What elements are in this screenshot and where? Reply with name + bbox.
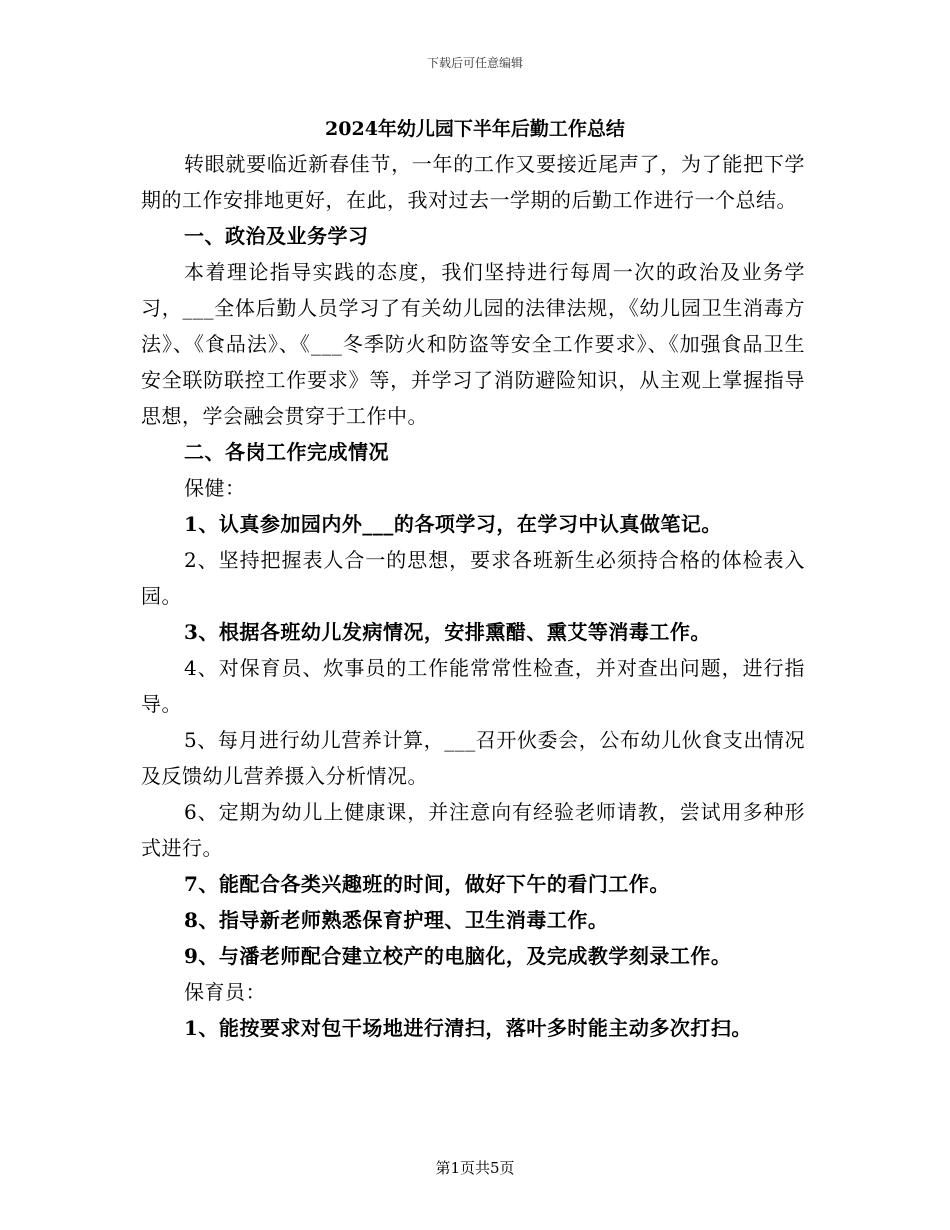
list-item: 1、能按要求对包干场地进行清扫，落叶多时能主动多次打扫。 bbox=[184, 1016, 752, 1040]
subsection-label: 保育员： bbox=[184, 980, 266, 1004]
page-header-note: 下载后可任意编辑 bbox=[426, 56, 523, 70]
list-item: 8、指导新老师熟悉保育护理、卫生消毒工作。 bbox=[184, 908, 609, 932]
list-item: 7、能配合各类兴趣班的时间，做好下午的看门工作。 bbox=[184, 872, 670, 896]
list-item: 6、定期为幼儿上健康课，并注意向有经验老师请教，尝试用多种形式进行。 bbox=[141, 800, 805, 860]
list-item: 2、坚持把握表人合一的思想，要求各班新生必须持合格的体检表入园。 bbox=[141, 548, 805, 608]
list-item: 4、对保育员、炊事员的工作能常常性检查，并对查出问题，进行指导。 bbox=[141, 656, 805, 716]
list-item: 1、认真参加园内外___的各项学习，在学习中认真做笔记。 bbox=[184, 512, 722, 536]
section-heading: 一、政治及业务学习 bbox=[184, 224, 369, 248]
list-item: 5、每月进行幼儿营养计算，___召开伙委会，公布幼儿伙食支出情况及反馈幼儿营养摄入分析情况。 bbox=[141, 728, 805, 788]
list-item: 3、根据各班幼儿发病情况，安排熏醋、熏艾等消毒工作。 bbox=[184, 620, 711, 644]
document-title: 2024年幼儿园下半年后勤工作总结 bbox=[325, 118, 625, 140]
section-heading: 二、各岗工作完成情况 bbox=[184, 440, 389, 464]
list-item: 9、与潘老师配合建立校产的电脑化，及完成教学刻录工作。 bbox=[184, 944, 732, 968]
subsection-label: 保健： bbox=[184, 476, 246, 500]
paragraph: 转眼就要临近新春佳节，一年的工作又要接近尾声了，为了能把下学期的工作安排地更好，在此，我对过去一学期的后勤工作进行一个总结。 bbox=[141, 152, 805, 212]
document-body bbox=[141, 146, 805, 1046]
paragraph: 本着理论指导实践的态度，我们坚持进行每周一次的政治及业务学习，___全体后勤人员学习了有关幼儿园的法律法规，《幼儿园卫生消毒方法》、《食品法》、《___冬季防火和防盗等安全工作要求》、《加强食品卫生安全联防联控工作要求》等，并学习了消防避险知识，从主观上掌握指导思想，学会融会贯穿于工作中。 bbox=[141, 260, 805, 428]
page-number: 第1页共5页 bbox=[435, 1159, 515, 1177]
